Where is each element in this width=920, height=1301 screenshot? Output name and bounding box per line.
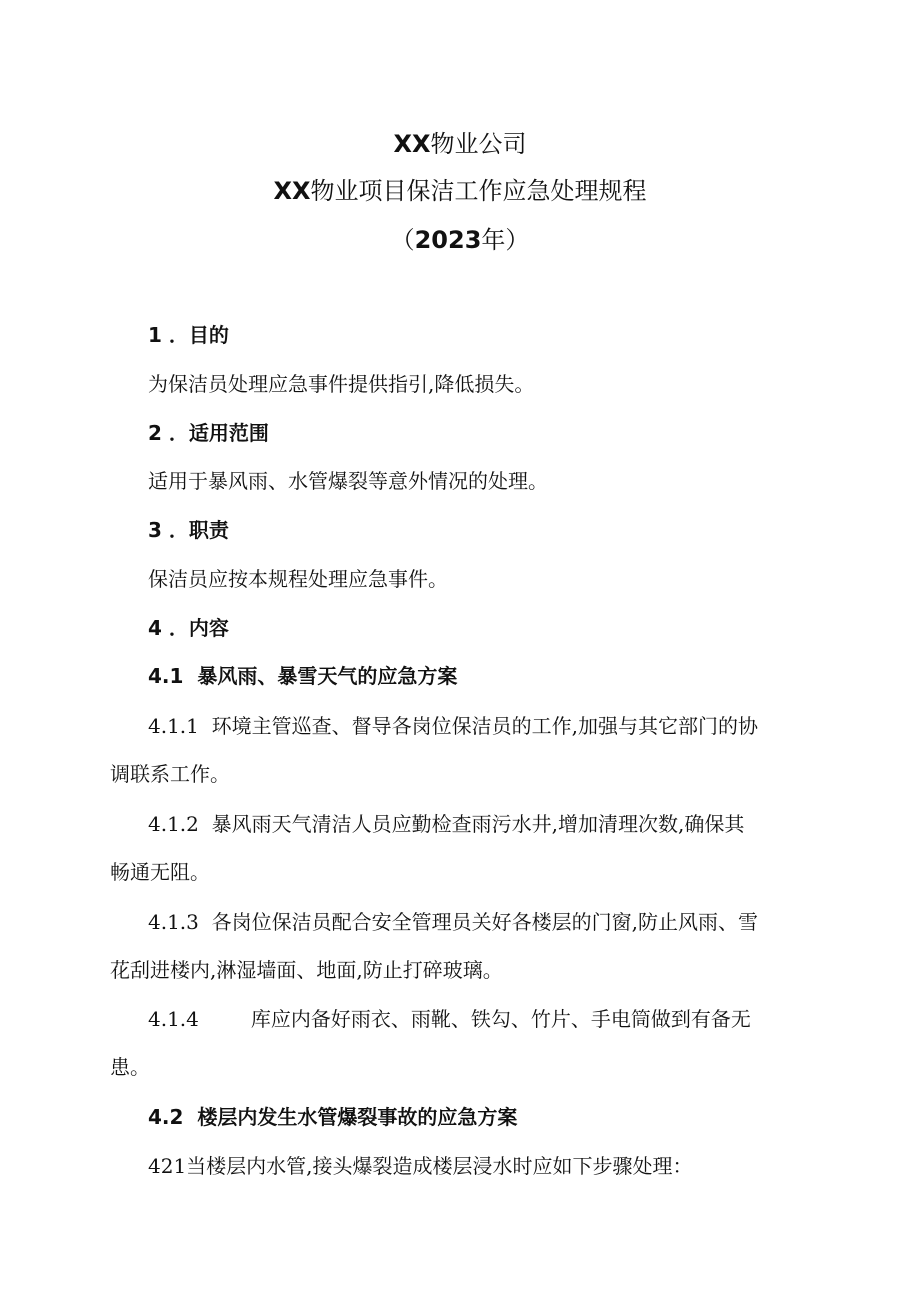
document-year [0,224,920,256]
section-4-heading [148,614,229,642]
item-4-1-4-line1 [148,1005,751,1033]
section-4-title: ．内容 [168,616,229,640]
section-1-body: 为保洁员处理应急事件提供指引,降低损失。 [148,372,535,396]
item-4-1-1-line2: 调联系工作。 [110,762,230,786]
section-2-title: ．适用范围 [168,421,269,445]
item-4-2-1-line1: 421当楼层内水管,接头爆裂造成楼层浸水时应如下步骤处理： [148,1154,693,1178]
item-4-1-4-text1: 库应内备好雨衣、雨靴、铁勾、竹片、手电筒做到有备无 [250,1007,751,1031]
item-4-1-4-number: 4.1.4 [148,1007,199,1031]
section-2-heading [148,419,269,447]
subsection-4-2-number: 4.2 [148,1105,184,1129]
subsection-4-1-number: 4.1 [148,664,184,688]
item-4-1-1-number: 4.1.1 [148,714,199,738]
item-4-1-2-number: 4.1.2 [148,812,199,836]
item-4-1-1-text1: 环境主管巡查、督导各岗位保洁员的工作,加强与其它部门的协 [211,714,758,738]
item-4-1-3-number: 4.1.3 [148,910,199,934]
item-4-1-2-text1: 暴风雨天气清洁人员应勤检查雨污水井,增加清理次数,确保其 [211,812,745,836]
subsection-4-1-heading [148,662,457,690]
section-2-number: 2 [148,421,162,445]
company-prefix: XX [393,130,431,158]
company-name [0,128,920,160]
section-1-title: ．目的 [168,323,229,347]
document-title [0,175,920,207]
item-4-1-4-line2: 患。 [110,1055,150,1079]
section-4-number: 4 [148,616,162,640]
title-rest: 物业项目保洁工作应急处理规程 [310,177,647,205]
year-close: 年） [481,226,530,254]
item-4-1-3-line1 [148,908,758,936]
item-4-1-1-line1 [148,712,758,740]
section-1-number: 1 [148,323,162,347]
item-4-1-2-line1 [148,810,744,838]
section-1-heading [148,321,229,349]
subsection-4-2-heading [148,1103,517,1131]
section-3-heading [148,516,229,544]
subsection-4-2-title: 楼层内发生水管爆裂事故的应急方案 [197,1105,518,1129]
section-3-body: 保洁员应按本规程处理应急事件。 [148,567,448,591]
year-open: （ [390,226,415,254]
title-prefix: XX [273,177,311,205]
company-rest: 物业公司 [430,130,527,158]
section-3-title: ．职责 [168,518,229,542]
item-4-1-3-text1: 各岗位保洁员配合安全管理员关好各楼层的门窗,防止风雨、雪 [211,910,758,934]
item-4-1-2-line2: 畅通无阻。 [110,860,210,884]
section-3-number: 3 [148,518,162,542]
item-4-1-3-line2: 花刮进楼内,淋湿墙面、地面,防止打碎玻璃。 [110,958,503,982]
year-number: 2023 [414,226,482,254]
subsection-4-1-title: 暴风雨、暴雪天气的应急方案 [197,664,458,688]
section-2-body: 适用于暴风雨、水管爆裂等意外情况的处理。 [148,469,548,493]
